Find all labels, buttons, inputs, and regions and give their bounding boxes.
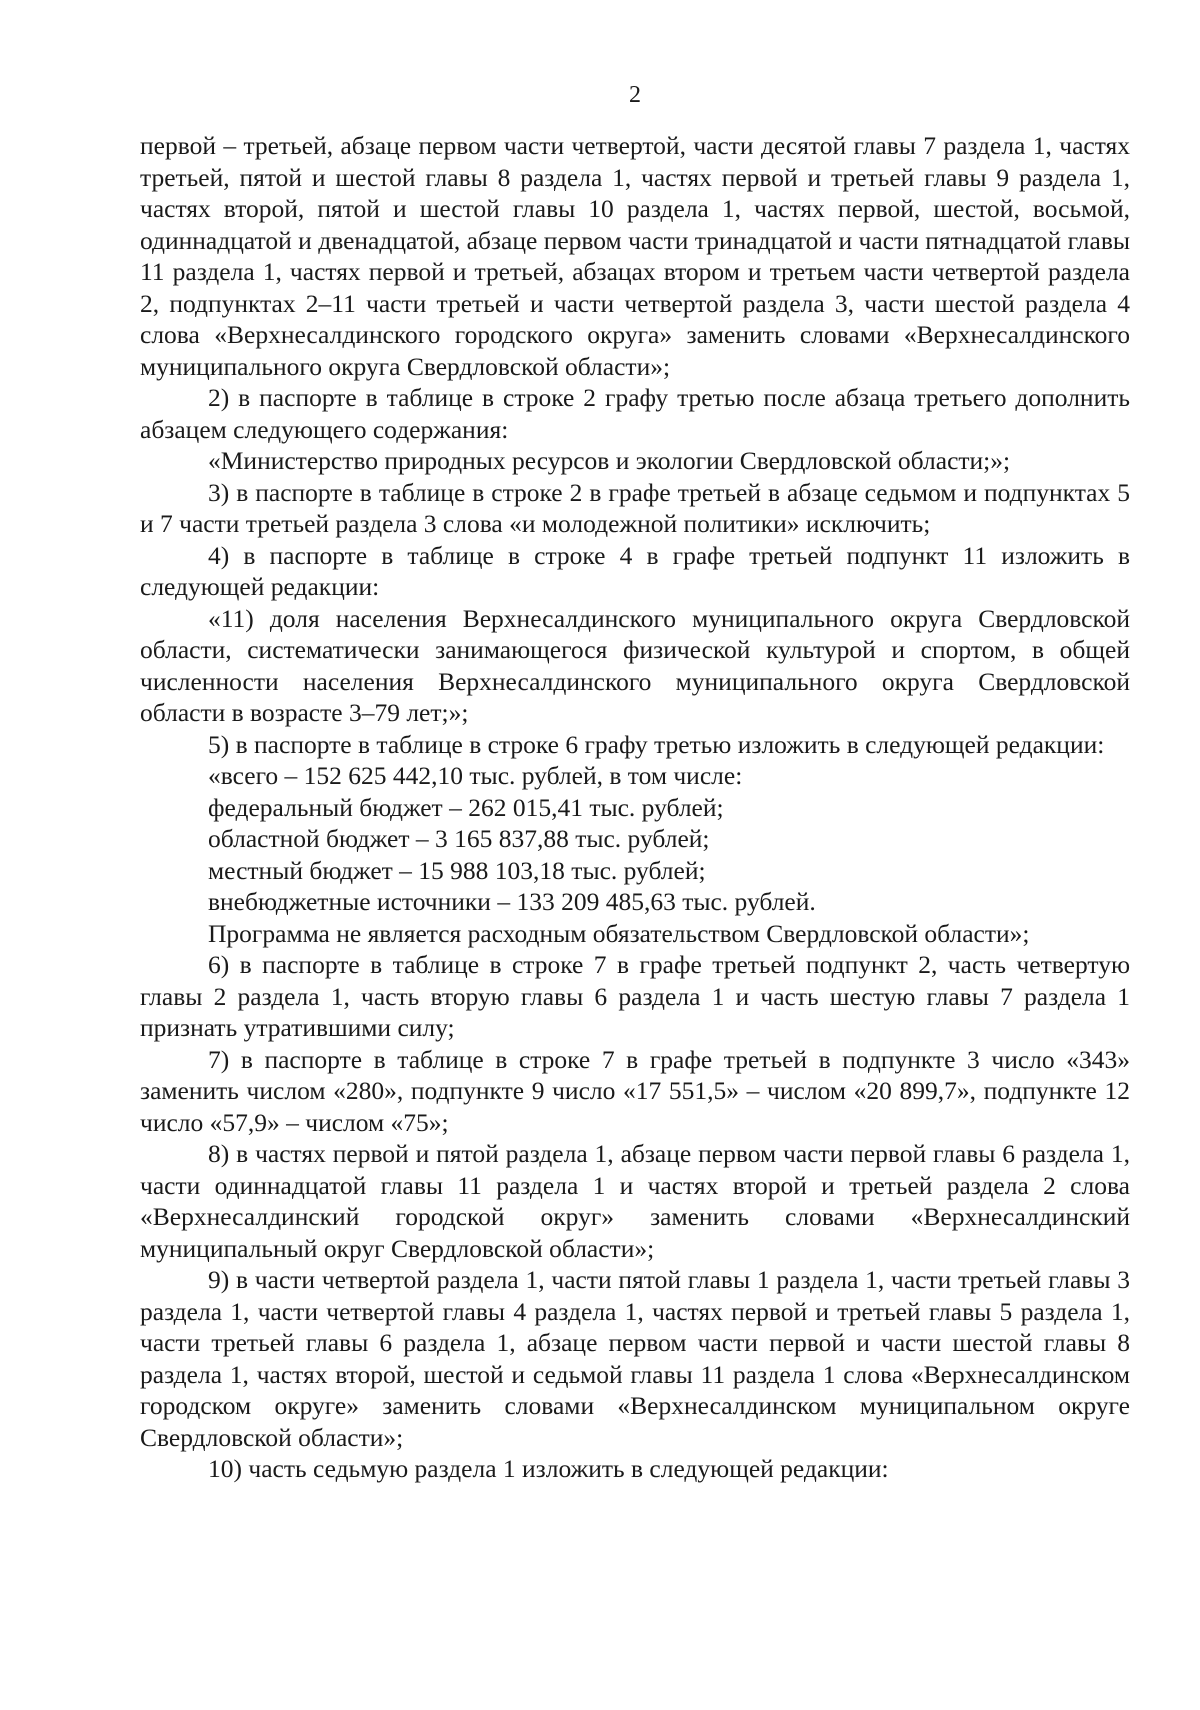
paragraph: внебюджетные источники – 133 209 485,63 тыс. рублей. — [208, 887, 816, 916]
document-body — [140, 130, 1130, 1485]
paragraph: «всего – 152 625 442,10 тыс. рублей, в том числе: — [208, 761, 743, 790]
paragraph: «Министерство природных ресурсов и экологии Свердловской области;»; — [208, 446, 1011, 475]
page-number: 2 — [629, 82, 641, 108]
paragraph: первой – третьей, абзаце первом части четвертой, части десятой главы 7 раздела 1, частях третьей, пятой и шестой главы 8 раздела 1, частях первой и третьей главы 9 раздела 1, частях второй, пятой и шестой главы 10 раздела 1, частях первой, шестой, восьмой, одиннадцатой и двенадцатой, абзаце первом части тринадцатой и части пятнадцатой главы 11 раздела 1, частях первой и третьей, абзацах втором и третьем части четвертой раздела 2, подпунктах 2–11 части третьей и части четвертой раздела 3, части шестой раздела 4 слова «Верхнесалдинского городского округа» заменить словами «Верхнесалдинского муниципального округа Свердловской области»; — [140, 131, 1130, 381]
paragraph: 5) в паспорте в таблице в строке 6 графу третью изложить в следующей редакции: — [208, 729, 1105, 759]
paragraph: федеральный бюджет – 262 015,41 тыс. рублей; — [208, 792, 724, 822]
paragraph: «11) доля населения Верхнесалдинского муниципального округа Свердловской области, систематически занимающегося физической культурой и спортом, в общей численности населения Верхнесалдинского муниципального округа Свердловской области в возрасте 3–79 лет;»; — [140, 603, 1130, 727]
paragraph: 7) в паспорте в таблице в строке 7 в графе третьей в подпункте 3 число «343» заменить числом «280», подпункте 9 число «17 551,5» – числом «20 899,7», подпункте 12 число «57,9» – числом «75»; — [140, 1044, 1130, 1137]
paragraph: Программа не является расходным обязательством Свердловской области»; — [208, 918, 1030, 948]
paragraph: 4) в паспорте в таблице в строке 4 в графе третьей подпункт 11 изложить в следующей редакции: — [140, 540, 1130, 601]
paragraph: местный бюджет – 15 988 103,18 тыс. рублей; — [208, 855, 706, 885]
paragraph: 2) в паспорте в таблице в строке 2 графу третью после абзаца третьего дополнить абзацем следующего содержания: — [140, 383, 1130, 444]
paragraph: 9) в части четвертой раздела 1, части пятой главы 1 раздела 1, части третьей главы 3 раздела 1, части четвертой главы 4 раздела 1, частях первой и третьей главы 5 раздела 1, части третьей главы 6 раздела 1, абзаце первом части первой и части шестой главы 8 раздела 1, частях второй, шестой и седьмой главы 11 раздела 1 слова «Верхнесалдинском городском округе» заменить словами «Верхнесалдинском муниципальном округе Свердловской области»; — [140, 1265, 1130, 1452]
paragraph: 3) в паспорте в таблице в строке 2 в графе третьей в абзаце седьмом и подпунктах 5 и 7 части третьей раздела 3 слова «и молодежной политики» исключить; — [140, 477, 1130, 538]
paragraph: 10) часть седьмую раздела 1 изложить в следующей редакции: — [208, 1454, 889, 1483]
paragraph: областной бюджет – 3 165 837,88 тыс. рублей; — [208, 824, 710, 853]
paragraph: 8) в частях первой и пятой раздела 1, абзаце первом части первой главы 6 раздела 1, части одиннадцатой главы 11 раздела 1 и частях второй и третьей раздела 2 слова «Верхнесалдинский городской округ» заменить словами «Верхнесалдинский муниципальный округ Свердловской области»; — [140, 1139, 1130, 1263]
paragraph: 6) в паспорте в таблице в строке 7 в графе третьей подпункт 2, часть четвертую главы 2 раздела 1, часть вторую главы 6 раздела 1 и часть шестую главы 7 раздела 1 признать утратившими силу; — [140, 950, 1130, 1042]
